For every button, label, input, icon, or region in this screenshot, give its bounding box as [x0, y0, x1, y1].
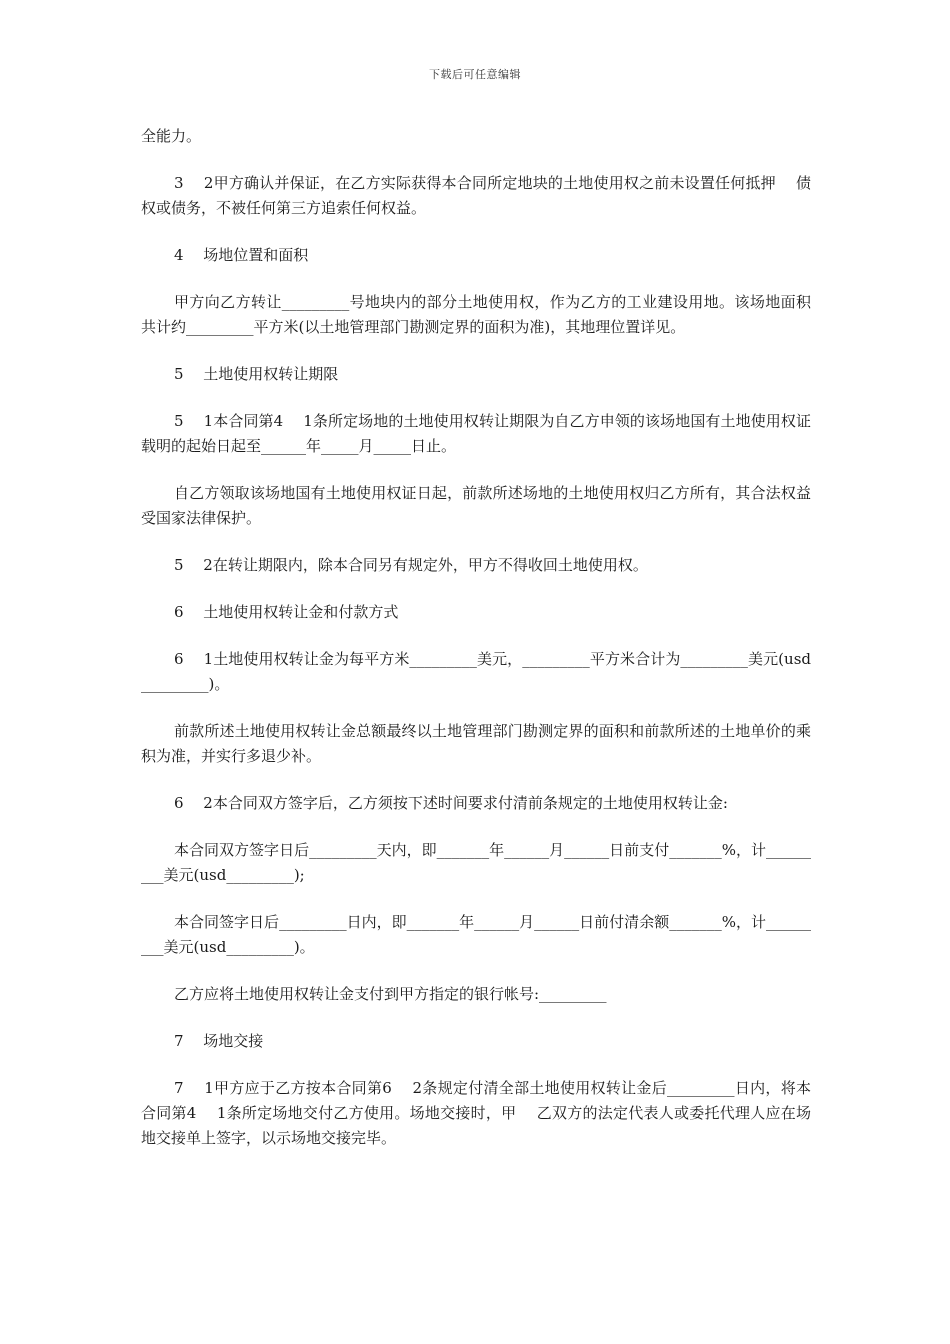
- paragraph: 乙方应将土地使用权转让金支付到甲方指定的银行帐号:_________: [174, 985, 607, 1003]
- paragraph: 7 1甲方应于乙方按本合同第6 2条规定付清全部土地使用权转让金后_________日内，将本合同第4 1条所定场地交付乙方使用。场地交接时，甲 乙双方的法定代表人或委托代理人应在场地交接单上签字，以示场地交接完毕。: [141, 1079, 811, 1147]
- paragraph: 甲方向乙方转让_________号地块内的部分土地使用权，作为乙方的工业建设用地。该场地面积共计约_________平方米(以土地管理部门勘测定界的面积为准)，其地理位置详见。: [141, 293, 811, 336]
- paragraph: 6 2本合同双方签字后，乙方须按下述时间要求付清前条规定的土地使用权转让金:: [174, 794, 728, 812]
- paragraph: 本合同双方签字日后_________天内，即_______年______月______日前支付_______%，计_________美元(usd_________);: [141, 841, 811, 884]
- section-heading: 6 土地使用权转让金和付款方式: [174, 603, 399, 621]
- section-heading: 5 土地使用权转让期限: [174, 365, 339, 383]
- section-heading: 4 场地位置和面积: [174, 246, 309, 264]
- paragraph: 前款所述土地使用权转让金总额最终以土地管理部门勘测定界的面积和前款所述的土地单价的乘积为准，并实行多退少补。: [141, 722, 811, 765]
- paragraph: 6 1土地使用权转让金为每平方米_________美元，_________平方米合计为_________美元(usd_________)。: [141, 650, 811, 693]
- page-header: 下载后可任意编辑: [429, 68, 521, 81]
- paragraph: 自乙方领取该场地国有土地使用权证日起，前款所述场地的土地使用权归乙方所有，其合法权益受国家法律保护。: [141, 484, 811, 527]
- section-heading: 7 场地交接: [174, 1032, 264, 1050]
- document-body: [141, 124, 811, 1173]
- paragraph: 本合同签字日后_________日内，即_______年______月______日前付清余额_______%，计_________美元(usd_________)。: [141, 913, 811, 956]
- paragraph: 3 2甲方确认并保证，在乙方实际获得本合同所定地块的土地使用权之前未设置任何抵押 债权或债务，不被任何第三方追索任何权益。: [141, 174, 811, 217]
- paragraph: 5 1本合同第4 1条所定场地的土地使用权转让期限为自乙方申领的该场地国有土地使用权证载明的起始日起至______年_____月_____日止。: [141, 412, 811, 455]
- paragraph: 全能力。: [141, 127, 202, 145]
- paragraph: 5 2在转让期限内，除本合同另有规定外，甲方不得收回土地使用权。: [174, 556, 648, 574]
